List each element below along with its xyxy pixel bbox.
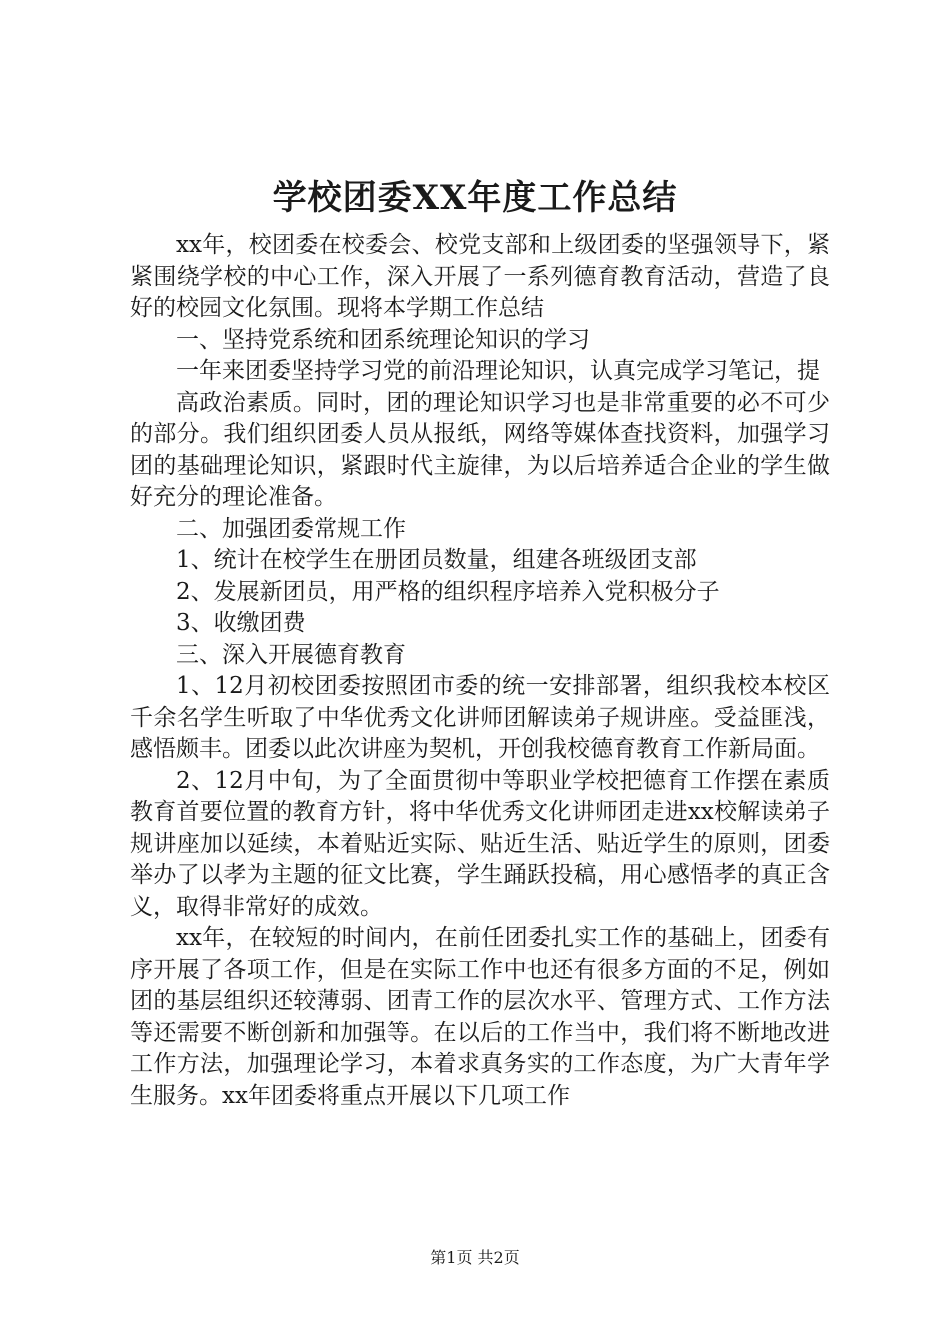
paragraph-study-2: 高政治素质。同时，团的理论知识学习也是非常重要的必不可少的部分。我们组织团委人员从报纸，网络等媒体查找资料，加强学习团的基础理论知识，紧跟时代主旋律，为以后培养适合企业的学生做好充分的理论准备。 — [130, 389, 830, 510]
list-item-2: 2、发展新团员，用严格的组织程序培养入党积极分子 — [176, 578, 720, 605]
page-footer: 第1页 共2页 — [430, 1248, 520, 1267]
heading-section-2: 二、加强团委常规工作 — [176, 515, 406, 542]
paragraph-conclusion: xx年，在较短的时间内，在前任团委扎实工作的基础上，团委有序开展了各项工作，但是在实际工作中也还有很多方面的不足，例如团的基层组织还较薄弱、团青工作的层次水平、管理方式、工作方法等还需要不断创新和加强等。在以后的工作当中，我们将不断地改进工作方法，加强理论学习，本着求真务实的工作态度，为广大青年学生服务。xx年团委将重点开展以下几项工作 — [130, 925, 830, 1109]
heading-section-3: 三、深入开展德育教育 — [176, 641, 406, 668]
list-item-1: 1、统计在校学生在册团员数量，组建各班级团支部 — [176, 547, 697, 573]
paragraph-study-1: 一年来团委坚持学习党的前沿理论知识，认真完成学习笔记，提 — [176, 358, 820, 384]
paragraph-intro: xx年，校团委在校委会、校党支部和上级团委的坚强领导下，紧紧围绕学校的中心工作，深入开展了一系列德育教育活动，营造了良好的校园文化氛围。现将本学期工作总结 — [130, 232, 830, 321]
paragraph-moral-1: 1、12月初校团委按照团市委的统一安排部署，组织我校本校区千余名学生听取了中华优秀文化讲师团解读弟子规讲座。受益匪浅，感悟颇丰。团委以此次讲座为契机，开创我校德育教育工作新局面。 — [130, 673, 830, 762]
paragraph-moral-2: 2、12月中旬，为了全面贯彻中等职业学校把德育工作摆在素质教育首要位置的教育方针，将中华优秀文化讲师团走进xx校解读弟子规讲座加以延续，本着贴近实际、贴近生活、贴近学生的原则，团委举办了以孝为主题的征文比赛，学生踊跃投稿，用心感悟孝的真正含义，取得非常好的成效。 — [130, 767, 830, 920]
list-item-3: 3、收缴团费 — [176, 610, 306, 636]
heading-section-1: 一、坚持党系统和团系统理论知识的学习 — [176, 326, 590, 353]
document-title: 学校团委XX年度工作总结 — [272, 178, 678, 218]
document-body — [130, 230, 830, 1112]
